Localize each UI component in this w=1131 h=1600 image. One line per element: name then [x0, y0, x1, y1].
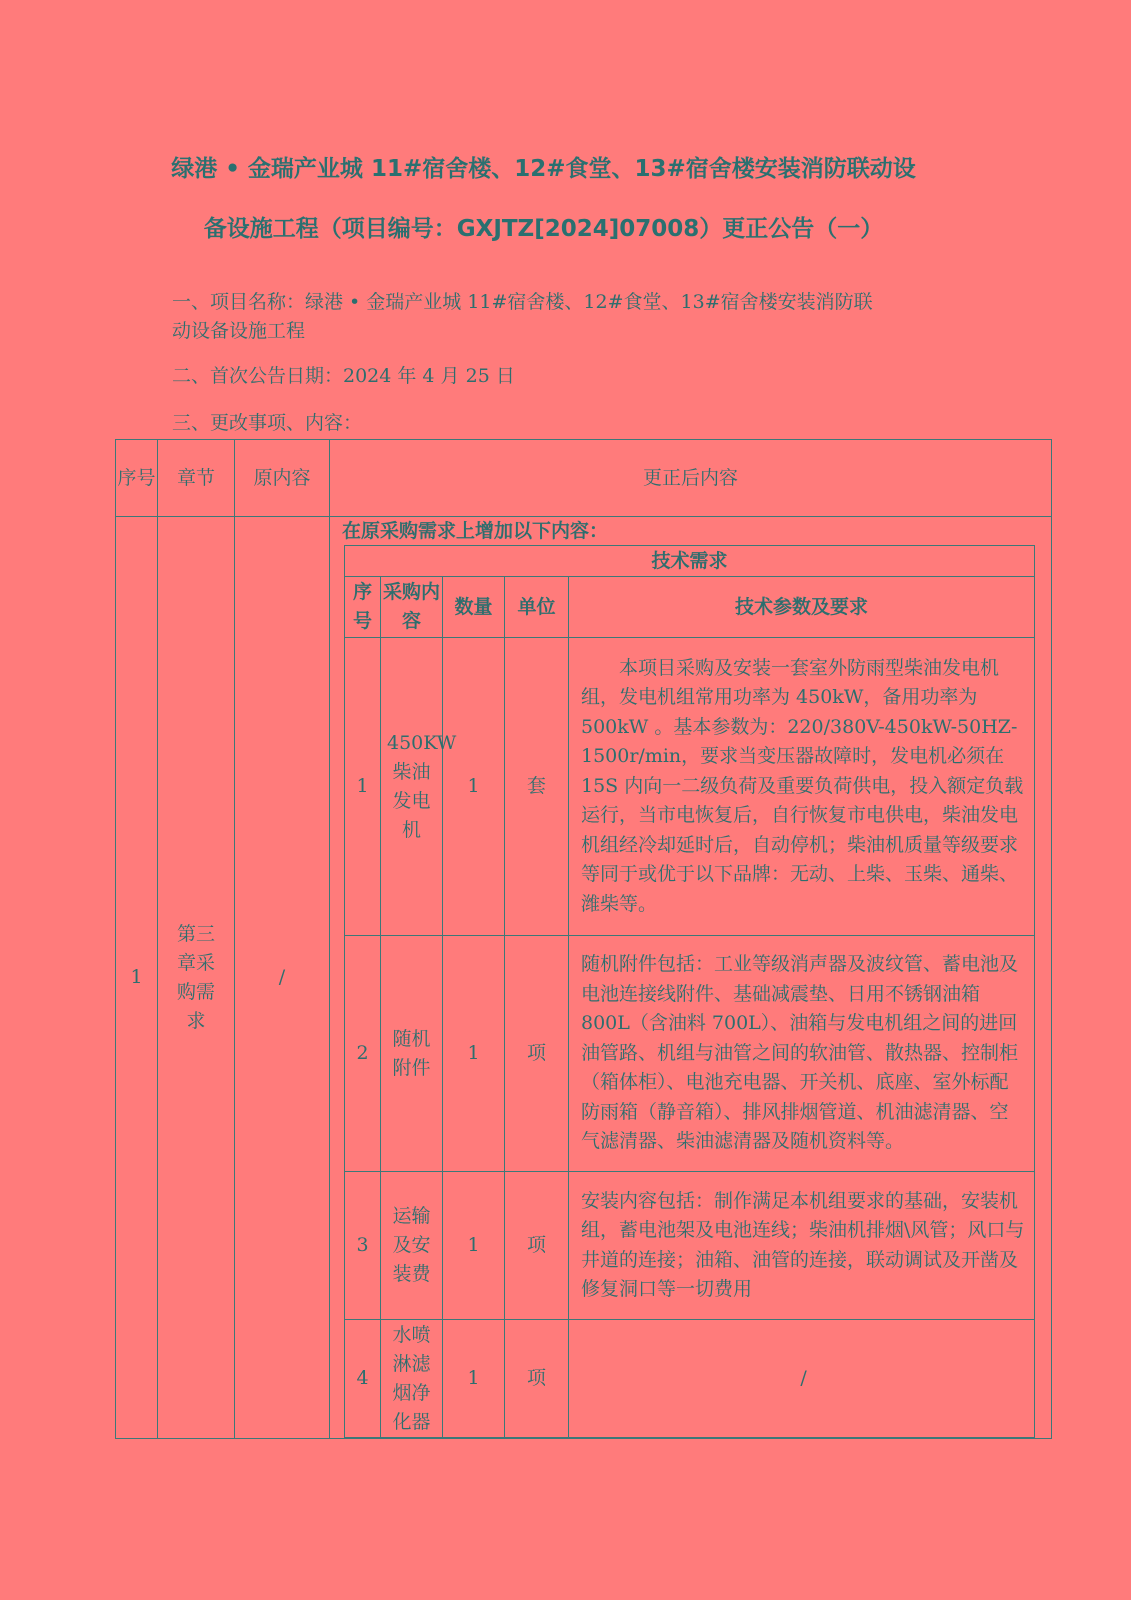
item-spec: / — [569, 1320, 1035, 1438]
inner-header-unit: 单位 — [505, 577, 569, 638]
item-name: 450KW 柴油发电机 — [381, 638, 443, 936]
inner-header-spec: 技术参数及要求 — [569, 577, 1035, 638]
header-chapter: 章节 — [158, 440, 235, 517]
document-title-line-1: 绿港 • 金瑞产业城 11#宿舍楼、12#食堂、13#宿舍楼安装消防联动设 — [171, 156, 916, 182]
item-qty: 1 — [443, 936, 505, 1172]
document-title-line-2: 备设施工程（项目编号：GXJTZ[2024]07008）更正公告（一） — [203, 216, 884, 242]
item-qty: 1 — [443, 1172, 505, 1320]
item-spec — [569, 638, 1035, 936]
first-notice-date: 二、首次公告日期：2024 年 4 月 25 日 — [172, 365, 515, 387]
changes-table — [115, 439, 1052, 1439]
item-seq: 2 — [345, 936, 381, 1172]
project-name-line-1: 一、项目名称：绿港 • 金瑞产业城 11#宿舍楼、12#食堂、13#宿舍楼安装消防联 — [172, 291, 873, 313]
table-row — [345, 1172, 1035, 1320]
item-unit: 项 — [505, 1320, 569, 1438]
table-row — [345, 1320, 1035, 1438]
header-corrected: 更正后内容 — [330, 440, 1052, 517]
item-seq: 3 — [345, 1172, 381, 1320]
item-qty: 1 — [443, 638, 505, 936]
table-row — [345, 638, 1035, 936]
technical-requirements-caption: 技术需求 — [345, 546, 1035, 577]
item-unit: 项 — [505, 936, 569, 1172]
item-unit: 项 — [505, 1172, 569, 1320]
header-seq: 序号 — [116, 440, 158, 517]
inner-header-item: 采购内容 — [381, 577, 443, 638]
changes-heading: 三、更改事项、内容： — [172, 412, 363, 434]
inner-header-seq: 序号 — [345, 577, 381, 638]
item-name: 随机附件 — [381, 936, 443, 1172]
addition-note: 在原采购需求上增加以下内容： — [342, 520, 609, 542]
item-seq: 1 — [345, 638, 381, 936]
row-original: / — [235, 517, 330, 1439]
table-row — [345, 936, 1035, 1172]
item-unit: 套 — [505, 638, 569, 936]
item-name: 运输及安装费 — [381, 1172, 443, 1320]
table-row — [116, 517, 1052, 1439]
item-name: 水喷淋滤烟净化器 — [381, 1320, 443, 1438]
item-spec-text: 本项目采购及安装一套室外防雨型柴油发电机组，发电机组常用功率为 450kW，备用功率为 500kW 。基本参数为：220/380V-450kW-50HZ-1500r/min，要求当变压器故障时，发电机必须在 15S 内向一二级负荷及重要负荷供电，投入额定负载运行，当市电恢复后，自行恢复市电供电，柴油发电机组经冷却延时后，自动停机；柴油机质量等级要求等同于或优于以下品牌：无动、上柴、玉柴、通柴、潍柴等。 — [581, 656, 1024, 915]
technical-requirements-table — [344, 545, 1035, 1438]
item-spec: 安装内容包括：制作满足本机组要求的基础，安装机组，蓄电池架及电池连线；柴油机排烟\风管；风口与井道的连接；油箱、油管的连接，联动调试及开凿及修复洞口等一切费用 — [569, 1172, 1035, 1320]
project-name-line-2: 动设备设施工程 — [172, 320, 306, 342]
row-seq: 1 — [116, 517, 158, 1439]
item-qty: 1 — [443, 1320, 505, 1438]
project-name — [172, 288, 972, 346]
row-corrected — [330, 517, 1052, 1439]
header-original: 原内容 — [235, 440, 330, 517]
row-chapter: 第三章采购需求 — [158, 517, 235, 1439]
item-seq: 4 — [345, 1320, 381, 1438]
inner-header-qty: 数量 — [443, 577, 505, 638]
item-spec: 随机附件包括：工业等级消声器及波纹管、蓄电池及电池连接线附件、基础减震垫、日用不锈钢油箱 800L（含油料 700L）、油箱与发电机组之间的进回油管路、机组与油管之间的软油管、散热器、控制柜（箱体柜）、电池充电器、开关机、底座、室外标配防雨箱（静音箱）、排风排烟管道、机油滤清器、空气滤清器、柴油滤清器及随机资料等。 — [569, 936, 1035, 1172]
